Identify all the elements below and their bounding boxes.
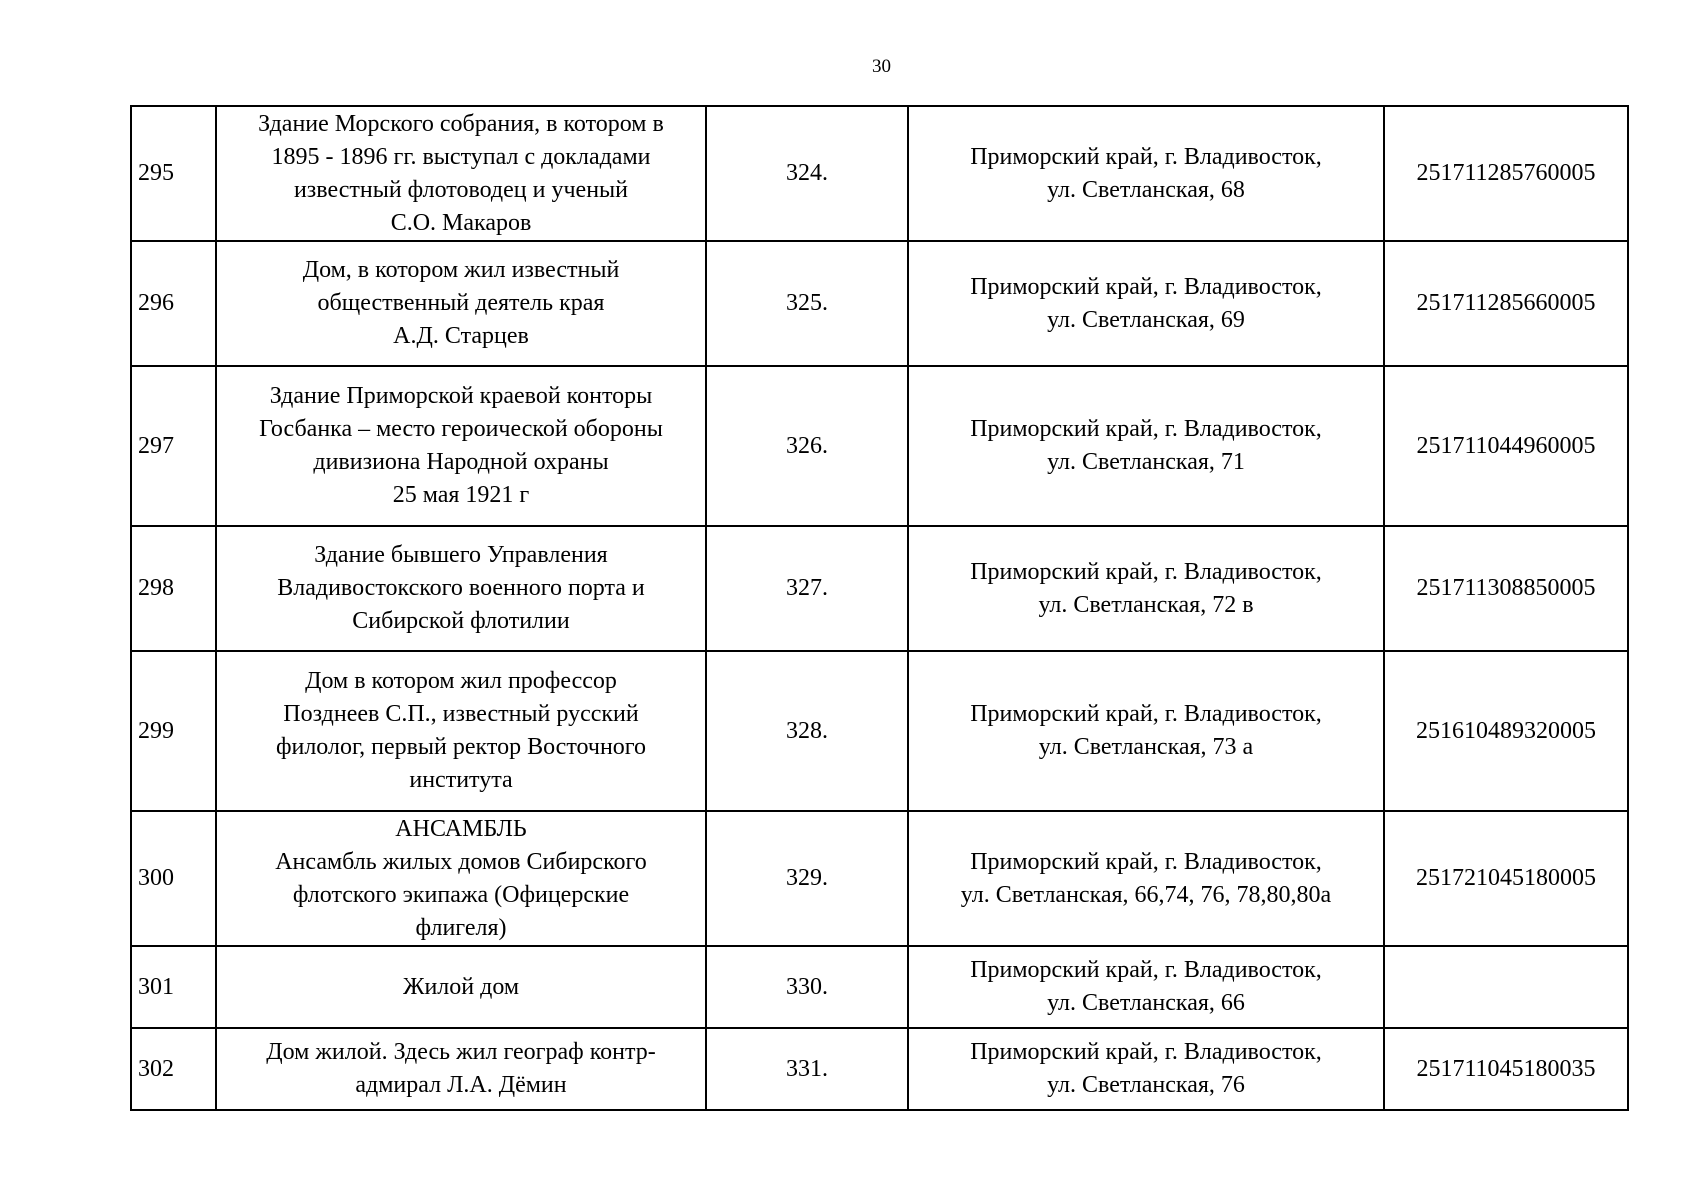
row-number: 298 [131, 526, 216, 651]
object-address [908, 366, 1384, 526]
row-number: 299 [131, 651, 216, 811]
object-name [216, 366, 706, 526]
object-name-line: института [409, 767, 513, 793]
object-name [216, 526, 706, 651]
address-line: ул. Светланская, 66 [1047, 990, 1245, 1016]
object-name-line: Дом в котором жил профессор [305, 668, 617, 694]
object-name [216, 811, 706, 946]
object-name-line: общественный деятель края [317, 290, 605, 316]
object-index: 326. [706, 366, 908, 526]
table-row [131, 946, 1628, 1028]
address-line: ул. Светланская, 66,74, 76, 78,80,80а [960, 881, 1332, 908]
table-row [131, 241, 1628, 366]
table-row [131, 1028, 1628, 1110]
object-name [216, 106, 706, 241]
object-name-line: А.Д. Старцев [393, 323, 529, 349]
object-name-line: флигеля) [415, 914, 507, 941]
object-name-line: Жилой дом [402, 973, 520, 1000]
address-line: ул. Светланская, 69 [1047, 306, 1245, 333]
object-index: 330. [706, 946, 908, 1028]
address-line: Приморский край, г. Владивосток, [970, 558, 1322, 585]
object-name [216, 651, 706, 811]
object-address [908, 106, 1384, 241]
heritage-objects-table [130, 105, 1629, 1111]
address-line: Приморский край, г. Владивосток, [970, 957, 1322, 983]
address-line: Приморский край, г. Владивосток, [970, 701, 1322, 727]
table-row [131, 106, 1628, 241]
table-row [131, 811, 1628, 946]
table-row [131, 366, 1628, 526]
object-name-line: Позднеев С.П., известный русский [283, 701, 639, 727]
address-line: Приморский край, г. Владивосток, [970, 416, 1322, 442]
object-index: 324. [706, 106, 908, 241]
object-name-line: Госбанка – место героической обороны [259, 416, 663, 442]
object-name-line: Дом жилой. Здесь жил географ контр- [266, 1039, 656, 1065]
row-number: 297 [131, 366, 216, 526]
row-number: 301 [131, 946, 216, 1028]
object-address [908, 946, 1384, 1028]
row-number: 296 [131, 241, 216, 366]
object-name [216, 241, 706, 366]
object-index: 325. [706, 241, 908, 366]
object-index: 331. [706, 1028, 908, 1110]
object-address [908, 811, 1384, 946]
row-number: 302 [131, 1028, 216, 1110]
object-name-line: 25 мая 1921 г [392, 482, 530, 508]
registry-code [1384, 946, 1628, 1028]
registry-code: 251711044960005 [1384, 366, 1628, 526]
object-index: 329. [706, 811, 908, 946]
object-name-line: флотского экипажа (Офицерские [292, 881, 630, 908]
object-name-line: адмирал Л.А. Дёмин [355, 1072, 567, 1098]
address-line: Приморский край, г. Владивосток, [970, 848, 1322, 875]
table-row [131, 526, 1628, 651]
object-name-line: известный флотоводец и ученый [293, 176, 629, 203]
registry-code: 251711308850005 [1384, 526, 1628, 651]
object-address [908, 526, 1384, 651]
object-name [216, 1028, 706, 1110]
object-name-line: Здание Морского собрания, в котором в [258, 110, 664, 137]
address-line: Приморский край, г. Владивосток, [970, 143, 1322, 170]
object-index: 328. [706, 651, 908, 811]
address-line: Приморский край, г. Владивосток, [970, 273, 1322, 300]
address-line: ул. Светланская, 76 [1047, 1072, 1245, 1098]
row-number: 300 [131, 811, 216, 946]
address-line: ул. Светланская, 68 [1047, 176, 1245, 203]
object-address [908, 1028, 1384, 1110]
address-line: ул. Светланская, 73 а [1038, 734, 1254, 760]
object-name-line: АНСАМБЛЬ [395, 815, 527, 842]
object-name-line: Дом, в котором жил известный [302, 257, 620, 283]
object-name [216, 946, 706, 1028]
object-address [908, 241, 1384, 366]
object-name-line: Здание Приморской краевой конторы [269, 383, 653, 409]
registry-code: 251711285660005 [1384, 241, 1628, 366]
object-name-line: Ансамбль жилых домов Сибирского [275, 848, 647, 875]
page-number: 30 [872, 56, 891, 77]
object-name-line: Сибирской флотилии [352, 608, 570, 634]
row-number: 295 [131, 106, 216, 241]
registry-code: 251711045180035 [1384, 1028, 1628, 1110]
object-address [908, 651, 1384, 811]
address-line: Приморский край, г. Владивосток, [970, 1039, 1322, 1065]
address-line: ул. Светланская, 72 в [1038, 591, 1254, 618]
registry-code: 251711285760005 [1384, 106, 1628, 241]
table-row [131, 651, 1628, 811]
object-name-line: дивизиона Народной охраны [313, 449, 609, 475]
object-name-line: С.О. Макаров [390, 209, 532, 236]
address-line: ул. Светланская, 71 [1047, 449, 1245, 475]
object-name-line: Владивостокского военного порта и [277, 575, 645, 601]
object-name-line: 1895 - 1896 гг. выступал с докладами [271, 143, 651, 170]
registry-code: 251721045180005 [1384, 811, 1628, 946]
object-name-line: Здание бывшего Управления [314, 542, 608, 568]
object-name-line: филолог, первый ректор Восточного [275, 734, 647, 760]
object-index: 327. [706, 526, 908, 651]
registry-code: 251610489320005 [1384, 651, 1628, 811]
